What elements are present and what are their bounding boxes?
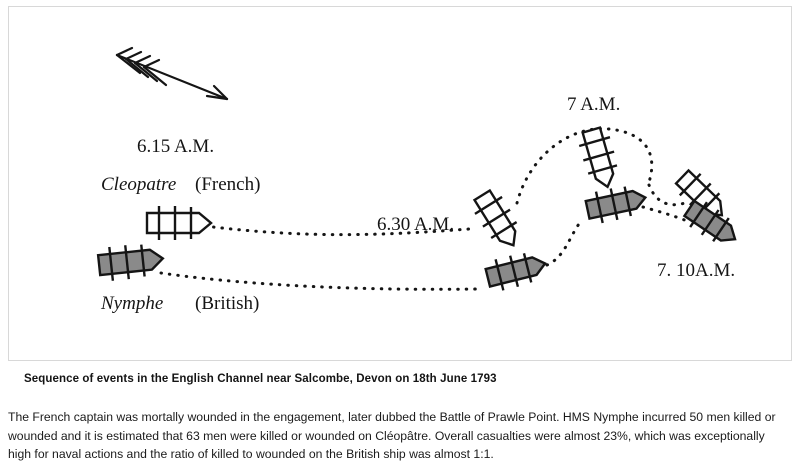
label-nation-french: (French) [195,174,261,195]
label-nation-british: (British) [195,293,260,314]
naval-track-diagram [9,7,793,360]
ship-cleopatre-0700 [576,126,623,192]
label-ship-nymphe: Nymphe [101,293,164,314]
ship-nymphe-0700 [584,182,648,226]
label-time-710: 7. 10A.M. [657,260,736,281]
label-ship-cleopatre: Cleopatre [101,174,177,195]
label-time-630: 6.30 A.M. [377,214,455,235]
ship-cleopatre-0615 [97,242,164,283]
ship-cleopatre-0630 [469,187,527,254]
figure-container [8,6,792,361]
ship-nymphe-0615 [147,206,211,240]
body-paragraph: The French captain was mortally wounded in the engagement, later dubbed the Battle of Prawle Point. HMS Nymphe incurred 50 men killed or wounded and it is estimated that 63 men were killed or wounded on Cléopâtre. Overall casualties were almost 23%, which was exceptionally high for naval actions and the ratio of killed to wounded on the British ship was almost 1:1. [8,410,776,461]
ship-nymphe-0630 [484,248,549,293]
label-time-615: 6.15 A.M. [137,136,215,157]
north-arrow-icon [117,48,227,99]
track-nymphe-segment-3 [643,207,687,221]
track-nymphe-segment-1 [161,273,479,289]
label-time-700: 7 A.M. [567,94,621,115]
track-nymphe-segment-2 [547,221,581,265]
figure-caption: Sequence of events in the English Channel near Salcombe, Devon on 18th June 1793 [24,373,497,385]
